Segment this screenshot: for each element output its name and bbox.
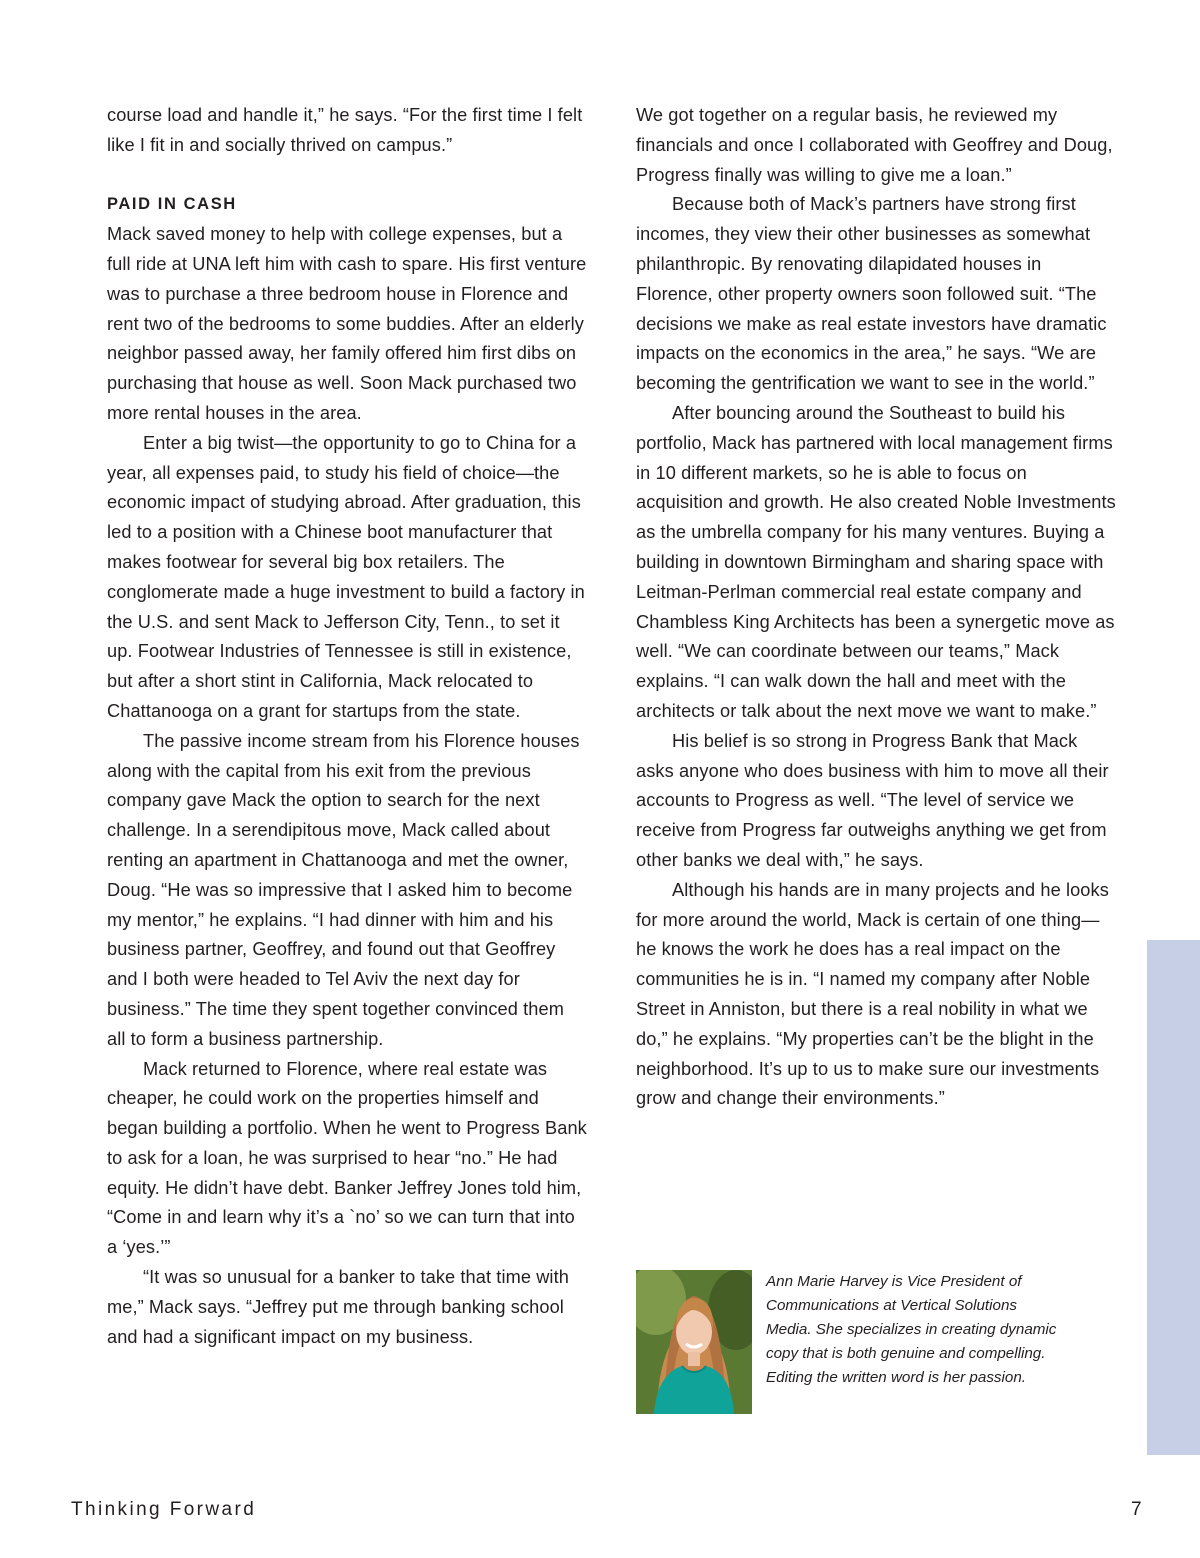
author-bio: [636, 1270, 1106, 1414]
paragraph: The passive income stream from his Florence houses along with the capital from his exit from the previous company gave Mack the option to search for the next challenge. In a serendipitous move, Mack called about renting an apartment in Chattanooga and met the owner, Doug. “He was so impressive that I asked him to become my mentor,” he explains. “I had dinner with him and his business partner, Geoffrey, and found out that Geoffrey and I both were headed to Tel Aviv the next day for business.” The time they spent together convinced them all to form a business partnership.: [107, 730, 580, 1049]
article-left-column: [107, 101, 587, 1352]
paragraph: Because both of Mack’s partners have strong first incomes, they view their other businesses as somewhat philanthropic. By renovating dilapidated houses in Florence, other property owners soon followed suit. “The decisions we make as real estate investors have dramatic impacts on the economics in the area,” he says. “We are becoming the gentrification we want to see in the world.”: [636, 194, 1107, 394]
paragraph: Mack returned to Florence, where real estate was cheaper, he could work on the properties himself and began building a portfolio. When he went to Progress Bank to ask for a loan, he was surprised to hear “no.” He had equity. He didn’t have debt. Banker Jeffrey Jones told him, “Come in and learn why it’s a `no’ so we can turn that into a ‘yes.’”: [107, 1058, 587, 1258]
section-heading: PAID IN CASH: [107, 195, 237, 214]
publication-title: Thinking Forward: [71, 1499, 257, 1520]
side-color-tab: [1147, 940, 1200, 1455]
author-portrait-image: [636, 1270, 752, 1414]
paragraph: “It was so unusual for a banker to take that time with me,” Mack says. “Jeffrey put me through banking school and had a significant impact on my business.: [107, 1267, 569, 1347]
page-number: 7: [1131, 1499, 1142, 1520]
paragraph: course load and handle it,” he says. “For the first time I felt like I fit in and socially thrived on campus.”: [107, 105, 583, 155]
article-right-column: [636, 101, 1116, 1114]
author-bio-text: Ann Marie Harvey is Vice President of Communications at Vertical Solutions Media. She specializes in creating dynamic copy that is both genuine and compelling. Editing the written word is her passion.: [766, 1273, 1057, 1386]
paragraph: Enter a big twist—the opportunity to go to China for a year, all expenses paid, to study his field of choice—the economic impact of studying abroad. After graduation, this led to a position with a Chinese boot manufacturer that makes footwear for several big box retailers. The conglomerate made a huge investment to build a factory in the U.S. and sent Mack to Jefferson City, Tenn., to set it up. Footwear Industries of Tennessee is still in existence, but after a short stint in California, Mack relocated to Chattanooga on a grant for startups from the state.: [107, 432, 585, 721]
paragraph: His belief is so strong in Progress Bank that Mack asks anyone who does business with him to move all their accounts to Progress as well. “The level of service we receive from Progress far outweighs anything we get from other banks we deal with,” he says.: [636, 730, 1109, 870]
author-photo: [636, 1270, 752, 1414]
paragraph: After bouncing around the Southeast to build his portfolio, Mack has partnered with local management firms in 10 different markets, so he is able to focus on acquisition and growth. He also created Noble Investments as the umbrella company for his many ventures. Buying a building in downtown Birmingham and sharing space with Leitman-Perlman commercial real estate company and Chambless King Architects has been a synergetic move as well. “We can coordinate between our teams,” Mack explains. “I can walk down the hall and meet with the architects or talk about the next move we want to make.”: [636, 402, 1116, 721]
paragraph: Although his hands are in many projects and he looks for more around the world, Mack is certain of one thing—he knows the work he does has a real impact on the communities he is in. “I named my company after Noble Street in Anniston, but there is a real nobility in what we do,” he explains. “My properties can’t be the blight in the neighborhood. It’s up to us to make sure our investments grow and change their environments.”: [636, 879, 1109, 1109]
paragraph: We got together on a regular basis, he reviewed my financials and once I collaborated with Geoffrey and Doug, Progress finally was willing to give me a loan.”: [636, 105, 1113, 185]
paragraph: Mack saved money to help with college expenses, but a full ride at UNA left him with cash to spare. His first venture was to purchase a three bedroom house in Florence and rent two of the bedrooms to some buddies. After an elderly neighbor passed away, her family offered him first dibs on purchasing that house as well. Soon Mack purchased two more rental houses in the area.: [107, 224, 587, 423]
